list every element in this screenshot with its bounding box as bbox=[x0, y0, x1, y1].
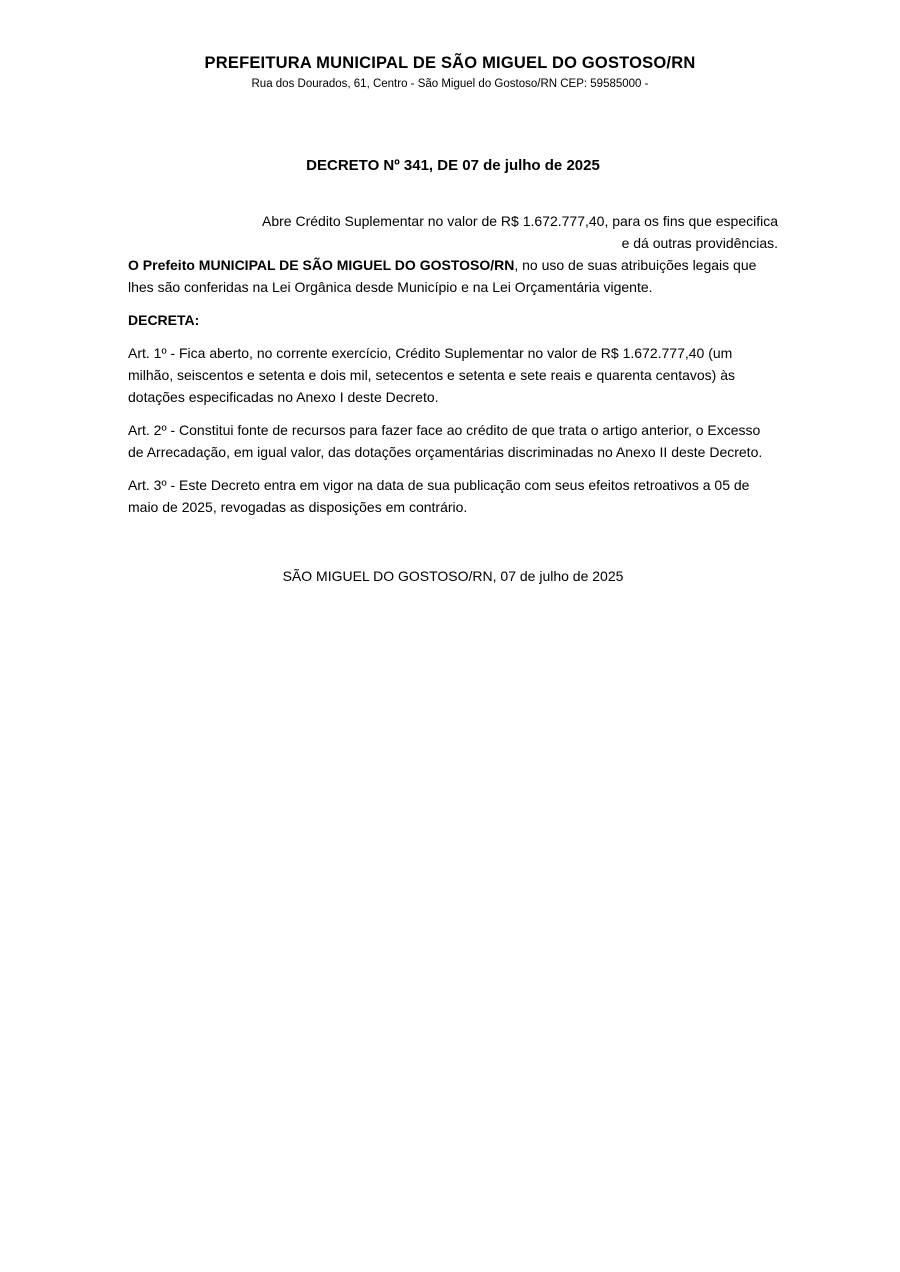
org-address: Rua dos Dourados, 61, Centro - São Miguel do Gostoso/RN CEP: 59585000 - bbox=[251, 78, 649, 90]
decree-summary: Abre Crédito Suplementar no valor de R$ 1.672.777,40, para os fins que especifica e dá outras providências. bbox=[262, 213, 778, 251]
article-1: Art. 1º - Fica aberto, no corrente exercício, Crédito Suplementar no valor de R$ 1.672.777,40 (um milhão, seiscentos e setenta e dois mil, setecentos e setenta e sete reais e quarenta centavos) às dotações especificadas no Anexo I deste Decreto. bbox=[128, 345, 736, 405]
decree-preamble bbox=[128, 254, 778, 298]
decree-body bbox=[128, 155, 778, 587]
place-date-line: SÃO MIGUEL DO GOSTOSO/RN, 07 de julho de 2025 bbox=[282, 568, 624, 584]
letterhead bbox=[0, 0, 900, 91]
org-title: PREFEITURA MUNICIPAL DE SÃO MIGUEL DO GOSTOSO/RN bbox=[204, 54, 696, 72]
preamble-text: , no uso de suas atribuições legais que lhes são conferidas na Lei Orgânica desde Município e na Lei Orçamentária vigente. bbox=[128, 257, 757, 295]
preamble-authority: O Prefeito MUNICIPAL DE SÃO MIGUEL DO GOSTOSO/RN bbox=[128, 257, 515, 273]
article-3: Art. 3º - Este Decreto entra em vigor na data de sua publicação com seus efeitos retroativos a 05 de maio de 2025, revogadas as disposições em contrário. bbox=[128, 477, 750, 515]
decree-title: DECRETO Nº 341, DE 07 de julho de 2025 bbox=[306, 157, 600, 174]
decreta-label: DECRETA: bbox=[128, 312, 200, 328]
article-2: Art. 2º - Constitui fonte de recursos para fazer face ao crédito de que trata o artigo anterior, o Excesso de Arrecadação, em igual valor, das dotações orçamentárias discriminadas no Anexo II deste Decreto. bbox=[128, 422, 763, 460]
